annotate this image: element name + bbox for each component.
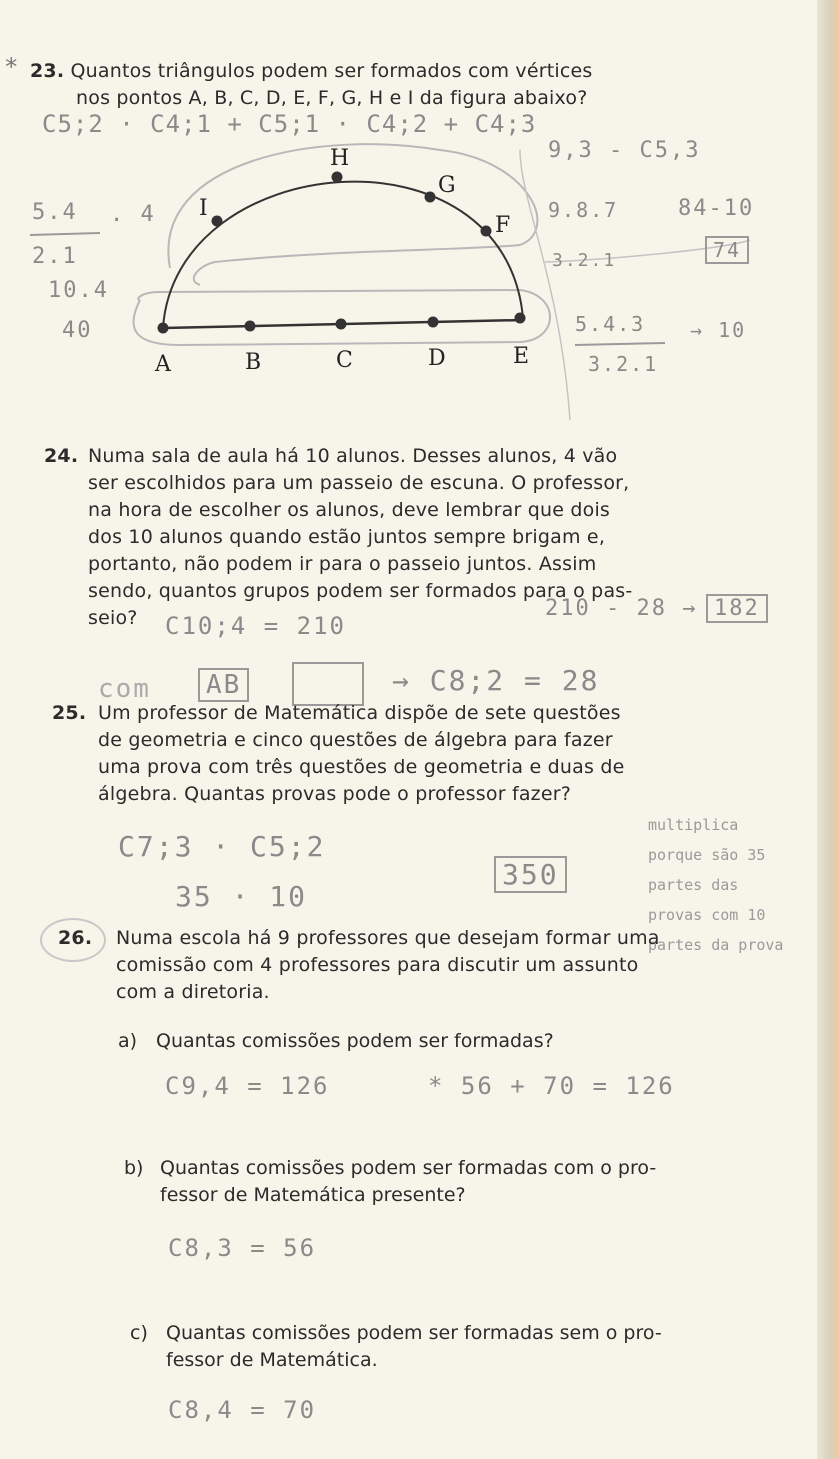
handwriting-q23-right2: 9.8.7 — [548, 198, 619, 222]
handwriting-q23-right5: 3.2.1 — [552, 250, 617, 271]
handwriting-q24-answer: 182 — [706, 594, 768, 623]
point-E — [515, 313, 526, 324]
question-line: Numa escola há 9 professores que desejam formar uma — [116, 927, 660, 949]
handwriting-q23-top: C5;2 · C4;1 + C5;1 · C4;2 + C4;3 — [42, 110, 537, 138]
handwriting-q23-right4: 74 — [705, 236, 749, 264]
circled-mark — [40, 918, 106, 962]
handwriting-q23-right8: 3.2.1 — [588, 352, 659, 376]
question-line: comissão com 4 professores para discutir um assunto — [116, 954, 639, 976]
question-26b — [124, 1155, 656, 1209]
question-number: 24. — [44, 445, 79, 467]
handwriting-q23-left3: 10.4 — [48, 278, 109, 303]
handwriting-q26c: C8,4 = 70 — [168, 1396, 317, 1424]
question-line: dos 10 alunos quando estão juntos sempre brigam e, — [88, 526, 606, 548]
question-line: portanto, não podem ir para o passeio juntos. Assim — [88, 553, 597, 575]
label-D: D — [428, 346, 446, 371]
point-G — [425, 192, 436, 203]
point-A — [158, 323, 169, 334]
sub-label: a) — [118, 1030, 138, 1052]
handwriting-q26a: C9,4 = 126 — [165, 1072, 330, 1100]
question-line: sendo, quantos grupos podem ser formados para o pas- — [88, 580, 633, 602]
question-line: Um professor de Matemática dispõe de sete questões — [98, 702, 621, 724]
question-25 — [52, 700, 692, 808]
handwriting-q23-left4: 40 — [62, 318, 93, 343]
question-line: com a diretoria. — [116, 981, 270, 1003]
question-line: ser escolhidos para um passeio de escuna. O professor, — [88, 472, 630, 494]
label-G: G — [438, 173, 456, 198]
question-text: nos pontos A, B, C, D, E, F, G, H e I da figura abaixo? — [76, 87, 588, 109]
question-26a — [118, 1028, 554, 1055]
handwriting-q24-com: com — [98, 674, 151, 704]
sub-text: Quantas comissões podem ser formadas sem o pro- — [166, 1322, 662, 1344]
handwriting-q23-right1: 9,3 - C5,3 — [548, 138, 701, 163]
question-number: 26. — [58, 927, 93, 949]
label-A: A — [155, 352, 171, 377]
label-E: E — [513, 344, 530, 369]
sub-label: b) — [124, 1157, 144, 1179]
question-26c — [130, 1320, 662, 1374]
label-H: H — [330, 146, 350, 171]
point-B — [245, 321, 256, 332]
question-line: de geometria e cinco questões de álgebra para fazer — [98, 729, 613, 751]
question-line: uma prova com três questões de geometria e duas de — [98, 756, 625, 778]
question-text: Quantos triângulos podem ser formados com vértices — [70, 60, 593, 82]
label-I: I — [199, 196, 208, 221]
question-line: álgebra. Quantas provas pode o professor fazer? — [98, 783, 572, 805]
point-H — [332, 172, 343, 183]
star-mark: * — [4, 53, 21, 81]
question-number: 25. — [52, 702, 87, 724]
handwriting-q25-answer: 350 — [494, 856, 567, 893]
sub-text: fessor de Matemática presente? — [160, 1184, 466, 1206]
label-F: F — [495, 213, 511, 238]
sub-text: Quantas comissões podem ser formadas? — [156, 1030, 554, 1052]
question-line: Numa sala de aula há 10 alunos. Desses alunos, 4 vão — [88, 445, 618, 467]
point-I — [212, 216, 223, 227]
handwriting-q23-right6: 5.4.3 — [575, 312, 646, 336]
handwriting-q23-left2: 2.1 — [32, 244, 78, 269]
point-C — [336, 319, 347, 330]
handwriting-q26b: C8,3 = 56 — [168, 1234, 317, 1262]
sub-text: Quantas comissões podem ser formadas com o pro- — [160, 1157, 657, 1179]
sub-text: fessor de Matemática. — [166, 1349, 378, 1371]
question-line: na hora de escolher os alunos, deve lembrar que dois — [88, 499, 611, 521]
handwriting-q26a-note: * 56 + 70 = 126 — [428, 1072, 675, 1100]
question-26 — [58, 925, 698, 1006]
question-number: 23. — [30, 60, 65, 82]
handwriting-q24-answer-calc: 210 - 28 → — [545, 596, 698, 621]
point-F — [481, 226, 492, 237]
handwriting-q23-right7: → 10 — [690, 318, 747, 342]
question-line: seio? — [88, 607, 138, 629]
sub-label: c) — [130, 1322, 148, 1344]
handwriting-q23-left1: 5.4 — [32, 200, 78, 225]
label-C: C — [336, 348, 353, 373]
point-D — [428, 317, 439, 328]
handwriting-q23-right3: 84-10 — [678, 196, 755, 221]
handwriting-q24-pair: AB — [198, 668, 249, 702]
handwriting-q24-c82: → C8;2 = 28 — [392, 664, 600, 697]
handwriting-q23-left1b: . 4 — [110, 202, 156, 227]
handwriting-q25-note: multiplica porque são 35 partes das provas com 10 partes da prova — [648, 816, 784, 954]
label-B: B — [245, 350, 262, 375]
handwriting-q24-calc: C10;4 = 210 — [165, 612, 346, 640]
handwriting-q25-calc2: 35 · 10 — [175, 880, 308, 913]
handwriting-q25-calc1: C7;3 · C5;2 — [118, 830, 326, 863]
